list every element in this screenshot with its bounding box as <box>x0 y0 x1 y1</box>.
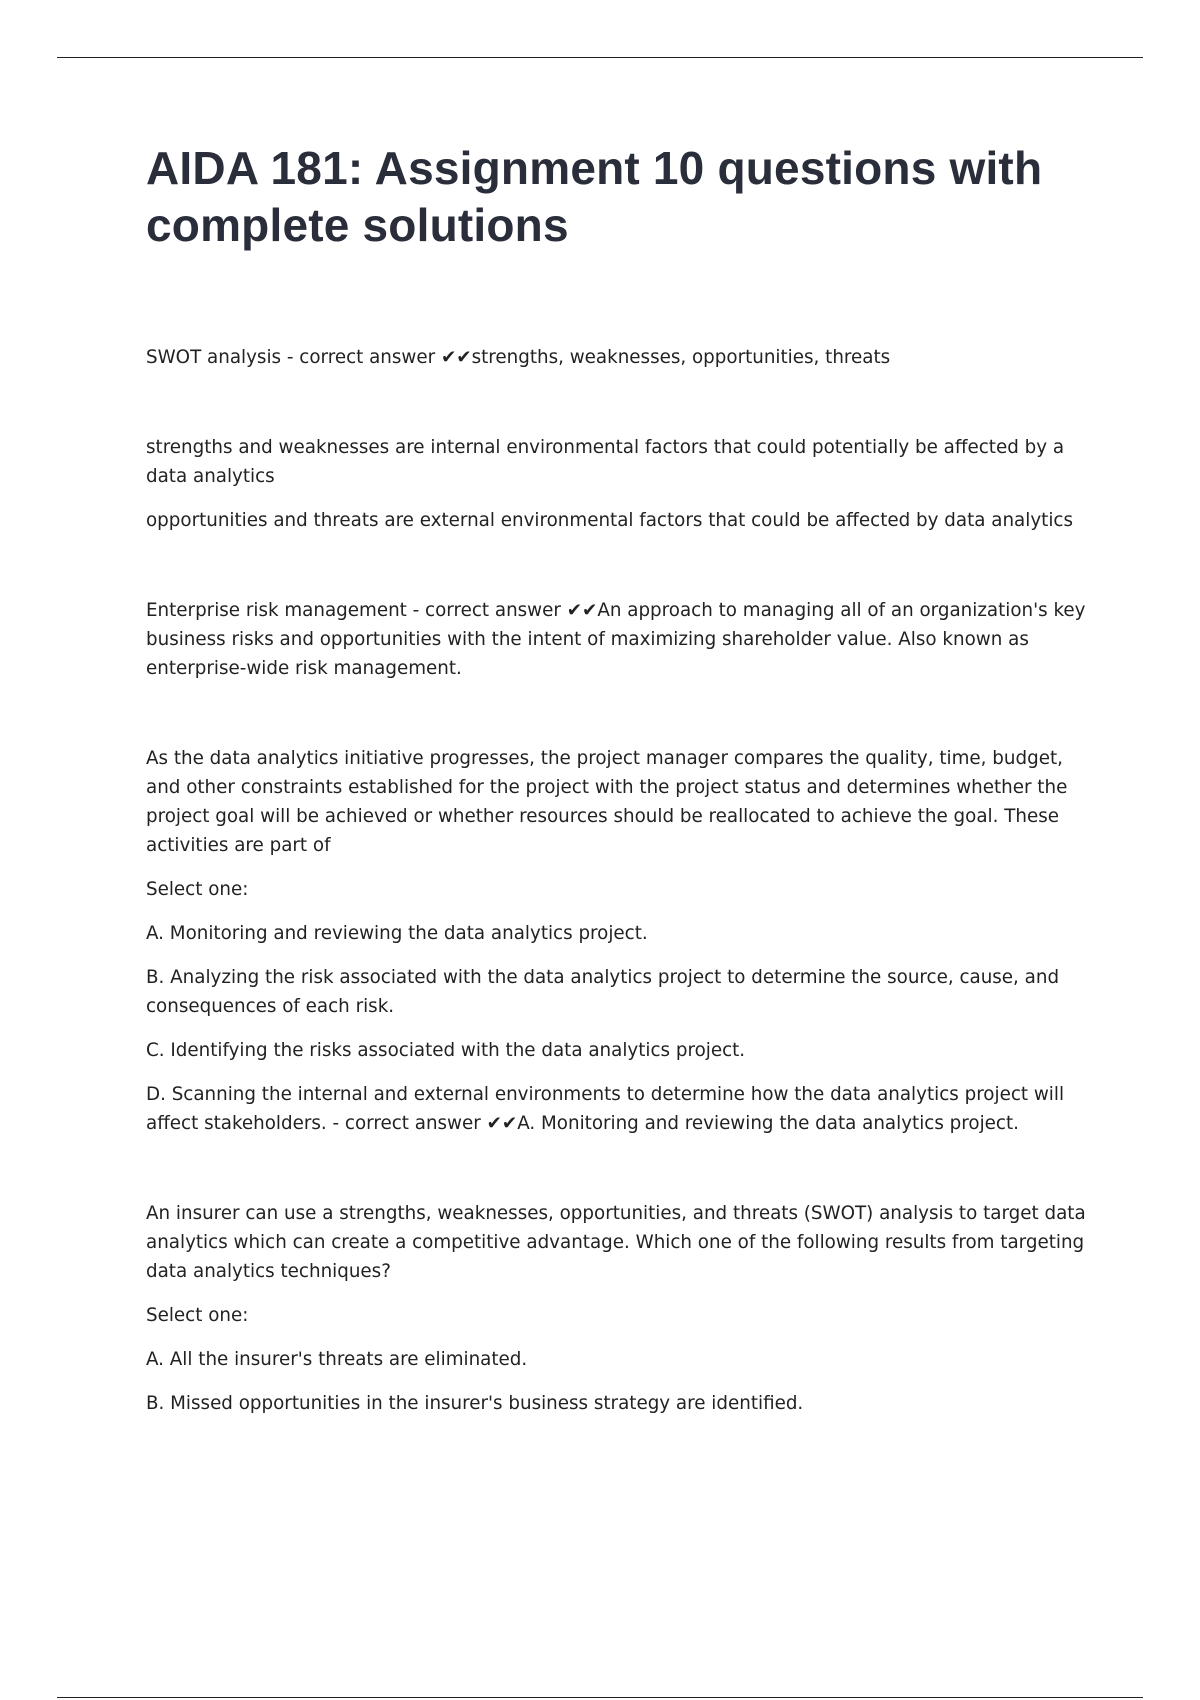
option-a: A. All the insurer's threats are eliminated. <box>146 1349 528 1370</box>
answer-enterprise-risk-management: Enterprise risk management - correct answer ✔✔An approach to managing all of an organization's key business risks and opportunities with the intent of maximizing shareholder value. Also known as enterprise-wide risk management. <box>146 600 1086 679</box>
document-body <box>146 343 1086 1418</box>
bottom-rule <box>57 1697 1143 1698</box>
document-title: AIDA 181: Assignment 10 questions with complete solutions <box>146 142 1043 251</box>
top-rule <box>57 57 1143 58</box>
question-project-monitoring: As the data analytics initiative progresses, the project manager compares the quality, time, budget, and other constraints established for the project with the project status and determines whether the project goal will be achieved or whether resources should be reallocated to achieve the goal. These activities are part of <box>146 748 1068 856</box>
document-page <box>146 140 1086 1418</box>
option-b: B. Analyzing the risk associated with the data analytics project to determine the source, cause, and consequences of each risk. <box>146 967 1060 1017</box>
option-d-with-answer: D. Scanning the internal and external environments to determine how the data analytics project will affect stakeholders. - correct answer ✔✔A. Monitoring and reviewing the data analytics project. <box>146 1084 1065 1134</box>
paragraph-opportunities-threats: opportunities and threats are external environmental factors that could be affected by data analytics <box>146 510 1073 531</box>
option-c: C. Identifying the risks associated with the data analytics project. <box>146 1040 746 1061</box>
option-a: A. Monitoring and reviewing the data analytics project. <box>146 923 648 944</box>
select-one-label: Select one: <box>146 879 249 900</box>
select-one-label: Select one: <box>146 1305 249 1326</box>
question-swot-competitive-advantage: An insurer can use a strengths, weaknesses, opportunities, and threats (SWOT) analysis to target data analytics which can create a competitive advantage. Which one of the following results from targeting data analytics techniques? <box>146 1203 1086 1282</box>
answer-swot-analysis: SWOT analysis - correct answer ✔✔strengths, weaknesses, opportunities, threats <box>146 347 891 368</box>
option-b: B. Missed opportunities in the insurer's business strategy are identified. <box>146 1393 804 1414</box>
paragraph-strengths-weaknesses: strengths and weaknesses are internal environmental factors that could potentially be affected by a data analytics <box>146 437 1065 487</box>
